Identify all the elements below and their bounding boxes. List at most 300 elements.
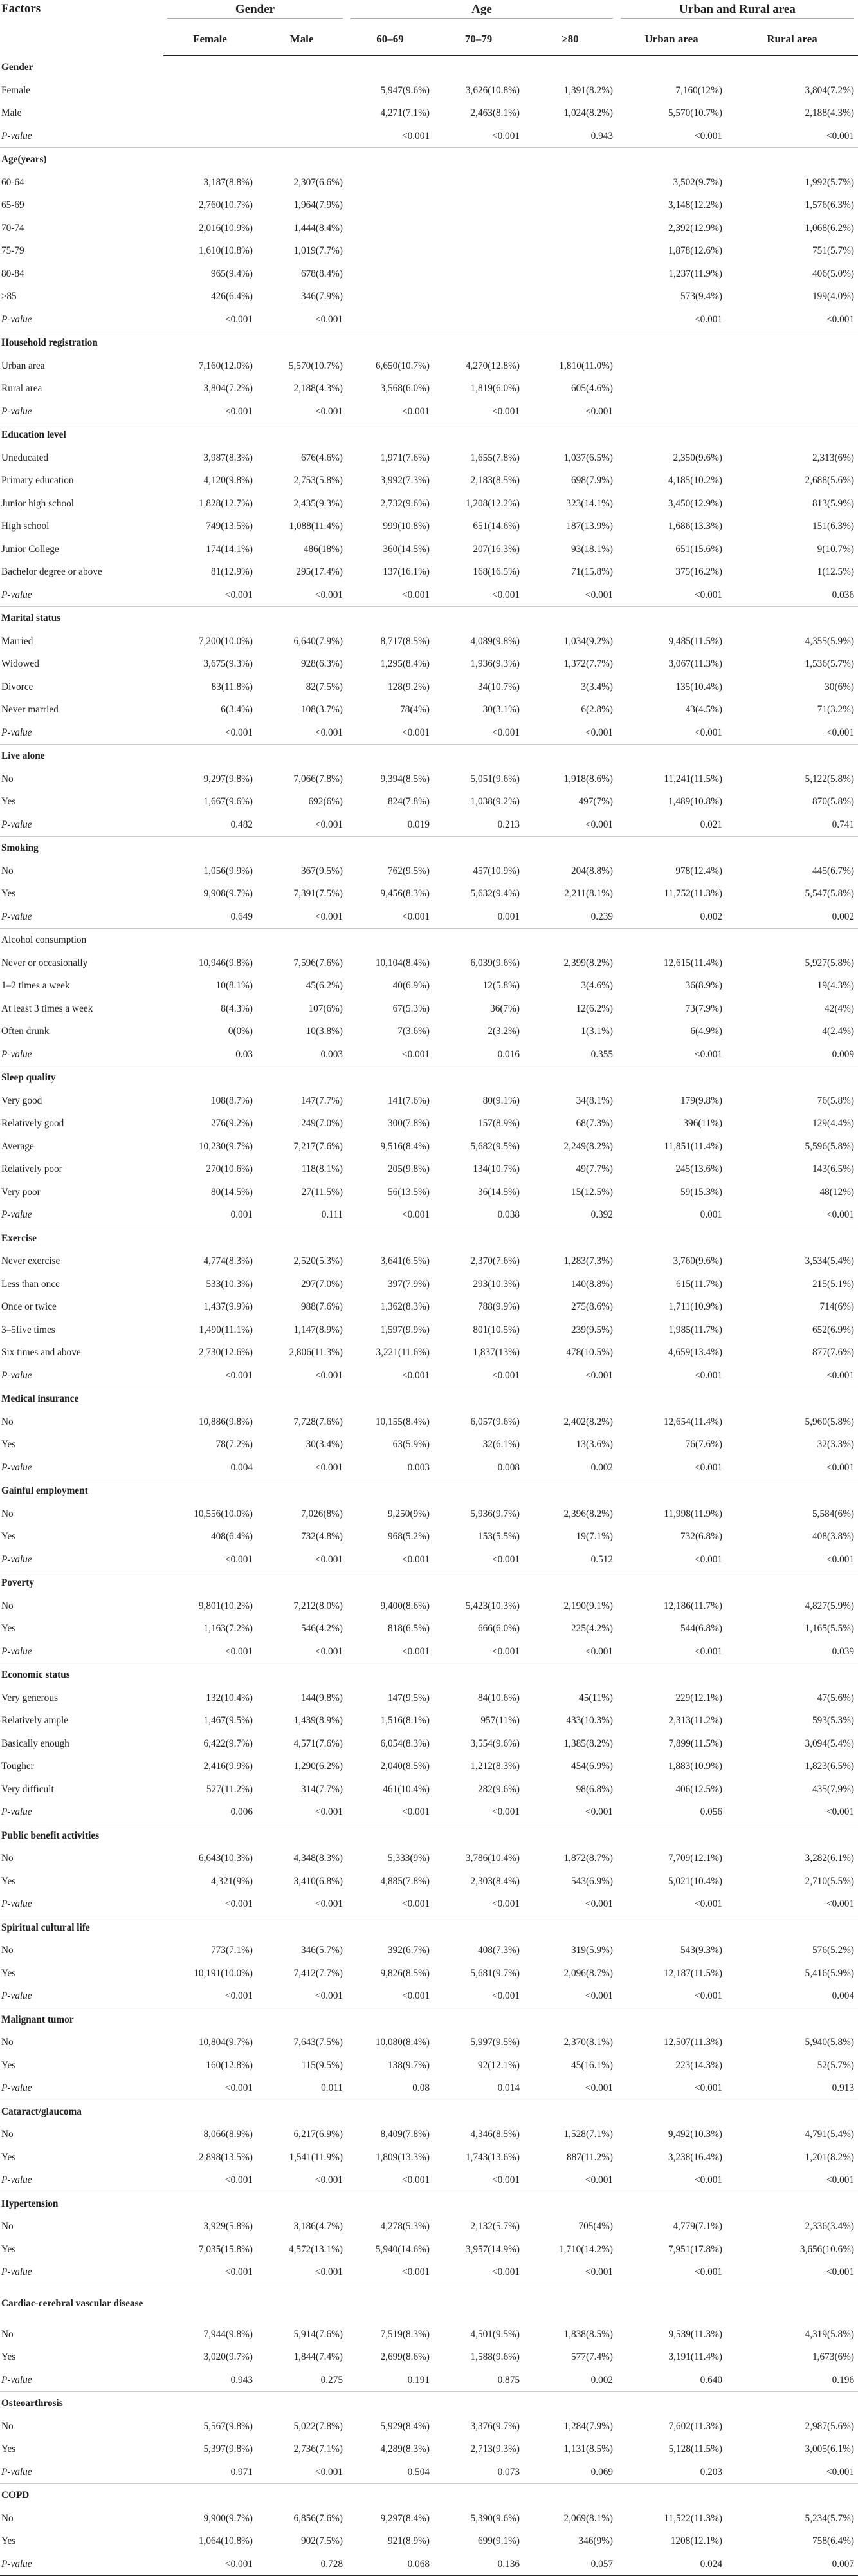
table-cell: 199(4.0%): [812, 291, 855, 302]
table-cell: 7,391(7.5%): [293, 888, 343, 900]
table-cell: [163, 837, 257, 860]
table-cell: 1,467(9.5%): [203, 1715, 253, 1727]
table-cell: 0.728: [257, 2553, 347, 2576]
table-cell: 4,185(10.2%): [668, 475, 723, 486]
section-header-row: [0, 1227, 858, 1250]
table-cell: [347, 2484, 434, 2507]
row-label: 60-64: [1, 176, 24, 188]
table-row: [0, 79, 858, 102]
row-label: P-value: [0, 400, 163, 423]
table-cell: 0.021: [617, 813, 726, 837]
table-cell: 5,234(5.7%): [805, 2512, 855, 2524]
table-cell: [347, 1916, 434, 1939]
table-cell: 5,929(8.4%): [380, 2420, 430, 2432]
table-cell: [617, 1916, 726, 1939]
table-cell: 2,370(8.1%): [563, 2037, 614, 2048]
table-cell: [726, 1663, 858, 1687]
table-cell: 19(4.3%): [817, 980, 855, 992]
table-cell: [726, 1479, 858, 1503]
table-cell: 0.006: [163, 1801, 257, 1824]
row-label: Never or occasionally: [1, 957, 88, 968]
table-cell: [524, 423, 617, 447]
table-cell: [434, 2100, 524, 2123]
table-cell: [726, 56, 858, 79]
p-value-row: [0, 1364, 858, 1387]
table-cell: 573(9.4%): [680, 291, 723, 302]
table-row: [0, 860, 858, 883]
table-cell: [163, 929, 257, 952]
table-cell: <0.001: [617, 2169, 726, 2192]
group-header-gender: Gender: [163, 0, 347, 22]
table-cell: 408(6.4%): [211, 1531, 253, 1543]
table-cell: 275(8.6%): [571, 1301, 614, 1313]
table-cell: 758(6.4%): [812, 2535, 855, 2547]
table-cell: [257, 56, 347, 79]
table-row: [0, 2031, 858, 2054]
table-cell: 270(10.6%): [206, 1163, 253, 1175]
table-cell: 81(12.9%): [211, 566, 253, 578]
table-cell: 52(5.7%): [817, 2059, 855, 2071]
table-cell: 0.275: [257, 2369, 347, 2392]
table-cell: 527(11.2%): [206, 1783, 253, 1795]
table-cell: 7,728(7.6%): [293, 1416, 343, 1427]
table-cell: 6,640(7.9%): [293, 635, 343, 647]
table-cell: 8,717(8.5%): [380, 635, 430, 647]
table-cell: 0.038: [434, 1203, 524, 1227]
table-cell: 543(9.3%): [680, 1945, 723, 1956]
table-cell: [257, 423, 347, 447]
table-cell: 3,410(6.8%): [293, 1875, 343, 1887]
table-cell: 10,191(10.0%): [194, 1967, 253, 1979]
table-cell: 2,249(8.2%): [563, 1140, 614, 1152]
table-cell: <0.001: [434, 1548, 524, 1571]
table-cell: [434, 263, 524, 286]
table-cell: <0.001: [617, 1364, 726, 1387]
table-cell: 433(10.3%): [566, 1715, 614, 1727]
table-cell: [617, 1663, 726, 1687]
table-cell: [617, 1479, 726, 1503]
table-cell: 1,295(8.4%): [380, 658, 430, 670]
table-cell: [163, 2392, 257, 2415]
table-cell: 2,399(8.2%): [563, 957, 614, 968]
row-label: P-value: [0, 1640, 163, 1663]
table-cell: 576(5.2%): [812, 1945, 855, 1956]
table-cell: 7,160(12%): [675, 84, 723, 96]
row-label: P-value: [0, 2553, 163, 2576]
table-row: [0, 2146, 858, 2169]
table-cell: [257, 1066, 347, 1089]
table-cell: [617, 1227, 726, 1250]
table-cell: [257, 1387, 347, 1411]
table-cell: <0.001: [347, 584, 434, 607]
table-cell: 0.002: [617, 905, 726, 929]
table-cell: 1,284(7.9%): [563, 2420, 614, 2432]
table-row: [0, 1503, 858, 1526]
table-cell: 147(9.5%): [388, 1692, 430, 1703]
table-cell: 3,067(11.3%): [668, 658, 723, 670]
table-cell: 5,390(9.6%): [470, 2512, 520, 2524]
table-cell: [524, 1824, 617, 1847]
table-cell: 36(14.5%): [478, 1186, 520, 1198]
table-cell: 2,188(4.3%): [293, 383, 343, 394]
table-cell: 32(6.1%): [482, 1439, 520, 1450]
table-cell: [617, 2008, 726, 2031]
table-cell: 1,362(8.3%): [380, 1301, 430, 1313]
row-label: Basically enough: [1, 1737, 69, 1749]
row-label: Rural area: [1, 383, 42, 394]
table-cell: 143(6.5%): [812, 1163, 855, 1175]
table-cell: 78(7.2%): [215, 1439, 253, 1450]
table-cell: [726, 1824, 858, 1847]
table-cell: 0.392: [524, 1203, 617, 1227]
table-cell: [434, 745, 524, 768]
table-cell: 5,940(5.8%): [805, 2037, 855, 2048]
row-label: P-value: [0, 2461, 163, 2484]
row-label: P-value: [0, 1456, 163, 1479]
table-cell: 699(9.1%): [478, 2535, 520, 2547]
row-label: Sleep quality: [1, 1072, 56, 1084]
table-cell: [434, 2192, 524, 2215]
table-cell: [524, 2284, 617, 2323]
row-label: Primary education: [1, 475, 74, 486]
table-cell: [257, 837, 347, 860]
row-label: Yes: [1, 2535, 16, 2547]
table-cell: [163, 2100, 257, 2123]
row-label: No: [1, 773, 14, 784]
table-cell: [434, 2284, 524, 2323]
row-label: Yes: [1, 796, 16, 808]
table-cell: 968(5.2%): [388, 1531, 430, 1543]
table-cell: [524, 1663, 617, 1687]
table-cell: 0.640: [617, 2369, 726, 2392]
table-cell: 1,710(14.2%): [558, 2243, 614, 2255]
table-cell: [434, 171, 524, 194]
table-cell: [434, 1824, 524, 1847]
table-cell: 42(4%): [825, 1003, 855, 1014]
row-label: Spiritual cultural life: [1, 1922, 90, 1933]
table-cell: 187(13.9%): [566, 521, 614, 532]
table-cell: [434, 2484, 524, 2507]
table-cell: <0.001: [524, 2261, 617, 2284]
table-cell: 80(14.5%): [211, 1186, 253, 1198]
table-row: [0, 676, 858, 699]
table-cell: 9,492(10.3%): [668, 2129, 723, 2140]
table-cell: [617, 56, 726, 79]
table-cell: <0.001: [347, 1640, 434, 1663]
table-cell: 0.213: [434, 813, 524, 837]
table-cell: 138(9.7%): [388, 2059, 430, 2071]
table-cell: 4,659(13.4%): [668, 1347, 723, 1358]
table-cell: 1,838(8.5%): [563, 2328, 614, 2340]
table-cell: 1,819(6.0%): [470, 383, 520, 394]
table-cell: 445(6.7%): [812, 865, 855, 876]
table-cell: [257, 331, 347, 355]
section-header-row: [0, 1387, 858, 1411]
table-row: [0, 1112, 858, 1135]
p-value-row: [0, 721, 858, 745]
table-cell: [347, 607, 434, 630]
table-cell: [163, 745, 257, 768]
table-cell: 2,435(9.3%): [293, 497, 343, 509]
row-label: Average: [1, 1140, 34, 1152]
column-header: Urban area: [617, 22, 726, 56]
table-cell: <0.001: [726, 2261, 858, 2284]
table-cell: 13(3.6%): [576, 1439, 614, 1450]
table-row: [0, 1250, 858, 1273]
table-cell: 63(5.9%): [392, 1439, 430, 1450]
table-cell: 9,250(9%): [388, 1508, 430, 1519]
row-label: Yes: [1, 2351, 16, 2363]
table-cell: 174(14.1%): [206, 543, 253, 555]
table-cell: 1,936(9.3%): [470, 658, 520, 670]
table-cell: 2,069(8.1%): [563, 2512, 614, 2524]
table-cell: 1,964(7.9%): [293, 199, 343, 211]
table-cell: [434, 607, 524, 630]
table-cell: 295(17.4%): [296, 566, 343, 578]
table-cell: [347, 194, 434, 217]
table-cell: 0.068: [347, 2553, 434, 2576]
table-row: [0, 355, 858, 378]
table-cell: 1(12.5%): [817, 566, 855, 578]
table-cell: [347, 2192, 434, 2215]
table-cell: [347, 2100, 434, 2123]
p-value-row: [0, 1203, 858, 1227]
table-cell: [347, 1824, 434, 1847]
factors-header: Factors: [1, 2, 41, 15]
table-cell: [617, 1571, 726, 1595]
table-cell: 1(3.1%): [581, 1026, 614, 1037]
table-cell: 1,056(9.9%): [203, 865, 253, 876]
table-cell: 34(8.1%): [576, 1095, 614, 1106]
table-cell: <0.001: [434, 721, 524, 745]
table-cell: <0.001: [257, 1548, 347, 1571]
p-value-row: [0, 2461, 858, 2484]
table-cell: 30(3.1%): [482, 704, 520, 716]
table-cell: 457(10.9%): [473, 865, 520, 876]
row-label: Less than once: [1, 1278, 60, 1290]
row-label: Male: [1, 107, 22, 119]
table-cell: 6,057(9.6%): [470, 1416, 520, 1427]
table-cell: 0.913: [726, 2077, 858, 2100]
table-cell: <0.001: [347, 1364, 434, 1387]
table-cell: <0.001: [524, 1640, 617, 1663]
table-cell: 11,241(11.5%): [664, 773, 723, 784]
table-cell: <0.001: [347, 2261, 434, 2284]
table-cell: 128(9.2%): [388, 681, 430, 692]
row-label: ≥85: [1, 291, 17, 302]
table-cell: 3,554(9.6%): [470, 1737, 520, 1749]
table-row: [0, 1319, 858, 1342]
table-cell: 108(3.7%): [301, 704, 343, 716]
table-cell: <0.001: [434, 1364, 524, 1387]
table-cell: 1,872(8.7%): [563, 1853, 614, 1864]
p-value-row: [0, 308, 858, 331]
table-cell: 82(7.5%): [306, 681, 343, 692]
table-cell: [617, 607, 726, 630]
p-value-row: [0, 2553, 858, 2576]
table-cell: 3,957(14.9%): [465, 2243, 520, 2255]
table-row: [0, 447, 858, 470]
table-cell: [163, 607, 257, 630]
table-cell: <0.001: [524, 1893, 617, 1916]
table-cell: [524, 607, 617, 630]
table-cell: 813(5.9%): [812, 497, 855, 509]
table-cell: <0.001: [726, 1801, 858, 1824]
table-cell: 2,096(8.7%): [563, 1967, 614, 1979]
table-cell: <0.001: [617, 1456, 726, 1479]
row-label: 1–2 times a week: [1, 980, 70, 992]
row-label: P-value: [0, 125, 163, 148]
table-row: [0, 2530, 858, 2553]
table-cell: 1,489(10.8%): [668, 796, 723, 808]
table-cell: 5,596(5.8%): [805, 1140, 855, 1152]
table-row: [0, 653, 858, 676]
table-cell: 1,878(12.6%): [668, 245, 723, 257]
table-cell: 396(11%): [683, 1118, 723, 1129]
table-cell: 5,570(10.7%): [288, 360, 343, 371]
table-cell: 454(6.9%): [571, 1761, 614, 1772]
table-cell: 229(12.1%): [675, 1692, 723, 1703]
row-label: Never exercise: [1, 1256, 60, 1267]
table-cell: 9,456(8.3%): [380, 888, 430, 900]
row-label: Yes: [1, 888, 16, 900]
table-cell: 2,898(13.5%): [198, 2151, 253, 2163]
table-row: [0, 1687, 858, 1710]
table-cell: 870(5.8%): [812, 796, 855, 808]
table-cell: 314(7.7%): [301, 1783, 343, 1795]
table-cell: 1,673(6%): [812, 2351, 855, 2363]
table-row: [0, 171, 858, 194]
table-cell: 225(4.2%): [571, 1623, 614, 1635]
table-cell: 141(7.6%): [388, 1095, 430, 1106]
table-cell: 1,037(6.5%): [563, 452, 614, 463]
table-cell: <0.001: [347, 721, 434, 745]
table-cell: 0.196: [726, 2369, 858, 2392]
table-cell: 0.056: [617, 1801, 726, 1824]
row-label: Widowed: [1, 658, 39, 670]
table-cell: <0.001: [163, 1364, 257, 1387]
p-value-row: [0, 2169, 858, 2192]
table-cell: [617, 1066, 726, 1089]
row-label: Never married: [1, 704, 59, 716]
table-cell: 2,463(8.1%): [470, 107, 520, 119]
table-cell: 577(7.4%): [571, 2351, 614, 2363]
table-cell: 0.004: [726, 1985, 858, 2008]
table-cell: 4,791(5.4%): [805, 2129, 855, 2140]
table-cell: 1,992(5.7%): [805, 176, 855, 188]
p-value-row: [0, 1640, 858, 1663]
table-cell: 887(11.2%): [566, 2151, 614, 2163]
table-row: [0, 974, 858, 997]
table-cell: 10,886(9.8%): [198, 1416, 253, 1427]
table-cell: 27(11.5%): [301, 1186, 343, 1198]
table-cell: 0.943: [524, 125, 617, 148]
table-cell: 4,319(5.8%): [805, 2328, 855, 2340]
table-cell: [163, 423, 257, 447]
table-cell: [726, 2284, 858, 2323]
table-cell: 397(7.9%): [388, 1278, 430, 1290]
table-cell: 1,034(9.2%): [563, 635, 614, 647]
table-cell: [163, 56, 257, 79]
table-cell: 978(12.4%): [675, 865, 723, 876]
table-cell: <0.001: [347, 1548, 434, 1571]
table-cell: 3,020(9.7%): [203, 2351, 253, 2363]
table-cell: <0.001: [347, 125, 434, 148]
table-cell: 11,522(11.3%): [664, 2512, 723, 2524]
table-cell: 0.482: [163, 813, 257, 837]
table-cell: 108(8.7%): [211, 1095, 253, 1106]
table-cell: 6,856(7.6%): [293, 2512, 343, 2524]
table-cell: 2,307(6.6%): [293, 176, 343, 188]
row-label: Medical insurance: [1, 1393, 79, 1405]
table-cell: 0.007: [726, 2553, 858, 2576]
table-cell: 9,485(11.5%): [668, 635, 723, 647]
table-cell: [726, 1571, 858, 1595]
table-cell: 666(6.0%): [478, 1623, 520, 1635]
table-cell: [434, 331, 524, 355]
row-label: Yes: [1, 2151, 16, 2163]
section-header-row: [0, 2008, 858, 2031]
table-cell: 6,217(6.9%): [293, 2129, 343, 2140]
table-cell: <0.001: [257, 2169, 347, 2192]
table-cell: 93(18.1%): [571, 543, 614, 555]
table-cell: [347, 1387, 434, 1411]
table-cell: <0.001: [524, 400, 617, 423]
table-cell: [524, 239, 617, 263]
table-cell: 36(7%): [490, 1003, 520, 1014]
table-cell: [434, 56, 524, 79]
table-row: [0, 515, 858, 538]
table-cell: 71(3.2%): [817, 704, 855, 716]
row-label: Cardiac-cerebral vascular disease: [1, 2297, 143, 2309]
table-row: [0, 1595, 858, 1618]
table-cell: 12,615(11.4%): [663, 957, 723, 968]
table-cell: 1,809(13.3%): [375, 2151, 430, 2163]
table-cell: 59(15.3%): [680, 1186, 723, 1198]
table-cell: [617, 2100, 726, 2123]
row-label: Age(years): [1, 154, 47, 165]
table-cell: <0.001: [163, 2077, 257, 2100]
table-cell: [617, 377, 726, 400]
row-label: P-value: [0, 721, 163, 745]
table-cell: 749(13.5%): [206, 521, 253, 532]
table-cell: 30(3.4%): [306, 1439, 343, 1450]
table-cell: 5,681(9.7%): [470, 1967, 520, 1979]
table-cell: [617, 2392, 726, 2415]
table-cell: [257, 1916, 347, 1939]
table-row: [0, 561, 858, 584]
table-row: [0, 2507, 858, 2530]
table-row: [0, 1135, 858, 1158]
section-header-row: [0, 2284, 858, 2323]
table-cell: 215(5.1%): [812, 1278, 855, 1290]
table-cell: <0.001: [617, 1640, 726, 1663]
table-cell: [347, 929, 434, 952]
table-cell: 762(9.5%): [388, 865, 430, 876]
row-label: No: [1, 1600, 14, 1611]
table-cell: 319(5.9%): [571, 1945, 614, 1956]
table-cell: [434, 2008, 524, 2031]
table-cell: 5,947(9.6%): [380, 84, 430, 96]
table-cell: [524, 837, 617, 860]
table-cell: 1,024(8.2%): [563, 107, 614, 119]
table-cell: 3,929(5.8%): [203, 2221, 253, 2232]
table-cell: 546(4.2%): [301, 1623, 343, 1635]
row-label: Yes: [1, 1967, 16, 1979]
table-cell: 692(6%): [308, 796, 343, 808]
table-cell: 10,155(8.4%): [375, 1416, 430, 1427]
table-cell: [434, 1571, 524, 1595]
